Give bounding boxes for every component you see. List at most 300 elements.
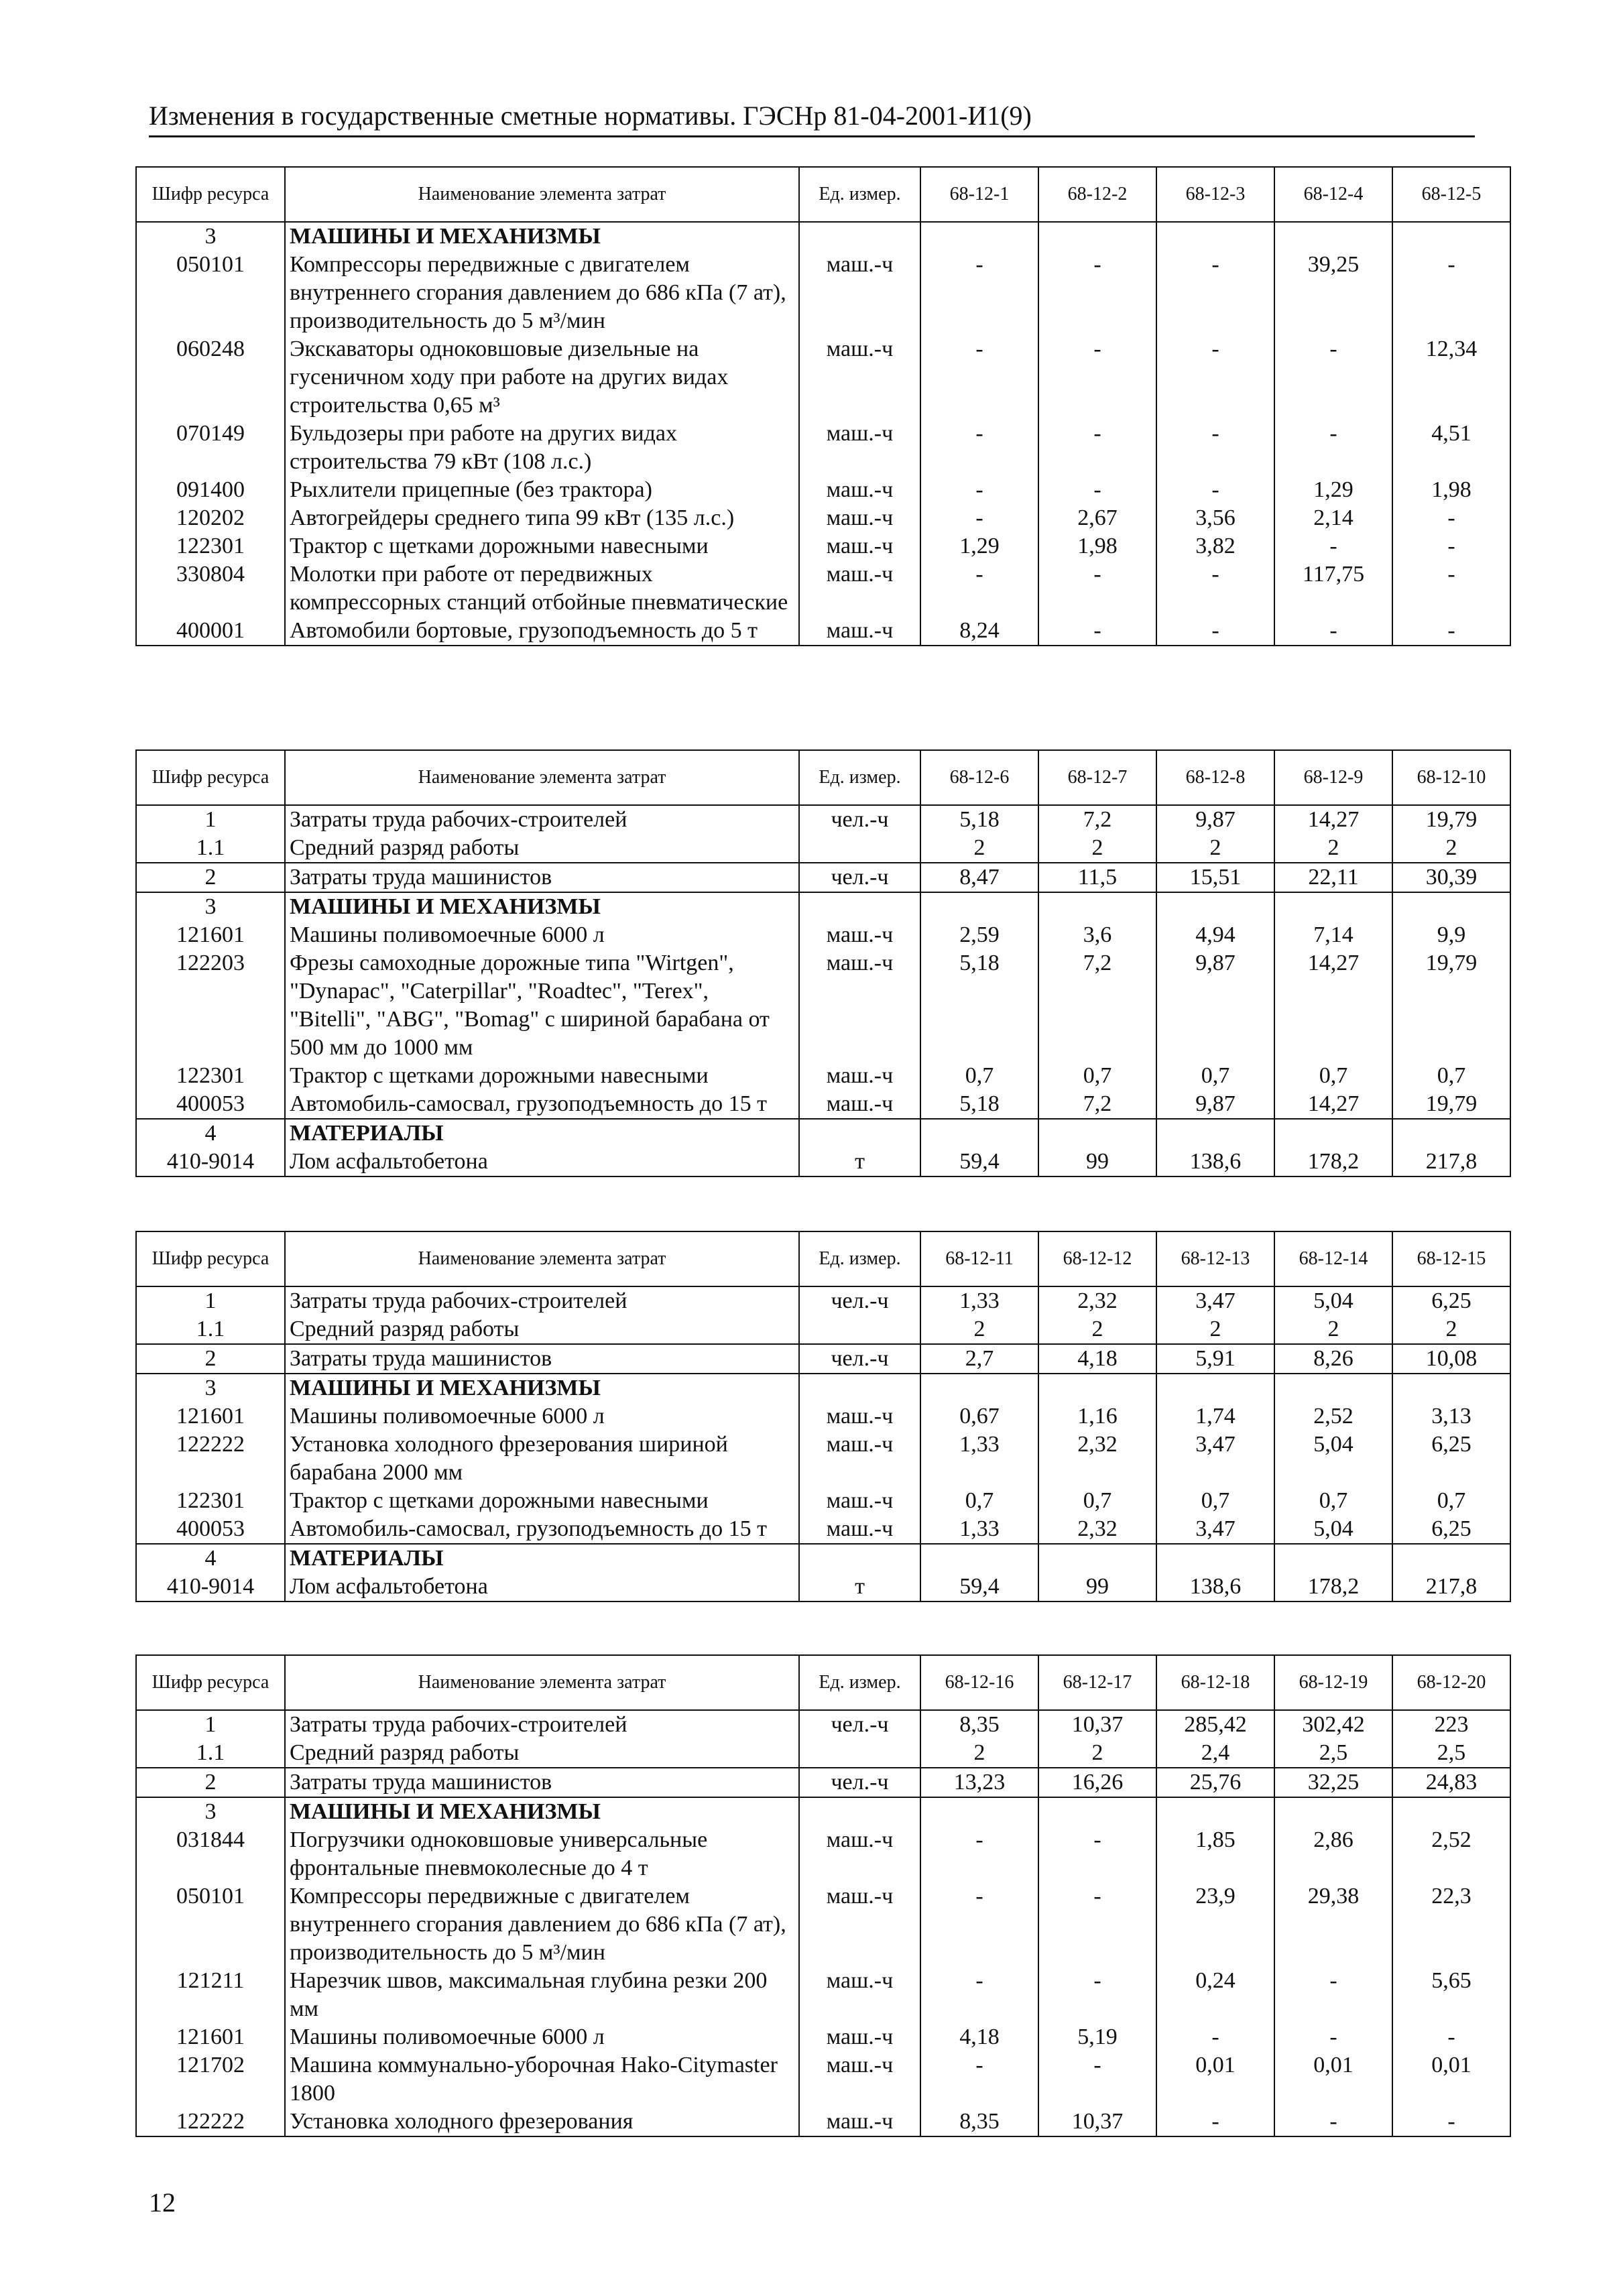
unit (799, 1797, 920, 1826)
header-name: Наименование элемента затрат (285, 167, 799, 222)
table-row (136, 617, 1510, 646)
resource-name: Машины поливомоечные 6000 л (285, 2023, 799, 2051)
value-cell: 2,5 (1274, 1739, 1392, 1768)
value-cell: 9,87 (1156, 805, 1274, 834)
table-row (136, 1344, 1510, 1374)
header-row (136, 167, 1510, 222)
value-cell: 2,67 (1038, 504, 1156, 532)
resource-code: 410-9014 (136, 1573, 285, 1602)
value-cell: 99 (1038, 1573, 1156, 1602)
value-cell: 2 (1038, 1315, 1156, 1344)
value-cell: - (1156, 335, 1274, 420)
value-cell: - (1274, 420, 1392, 476)
unit (799, 1315, 920, 1344)
value-cell: 7,2 (1038, 1090, 1156, 1119)
table-row (136, 863, 1510, 892)
section-title: МАШИНЫ И МЕХАНИЗМЫ (285, 222, 799, 251)
resource-name: Бульдозеры при работе на других видах строительства 79 кВт (108 л.с.) (285, 420, 799, 476)
value-cell: 6,25 (1392, 1286, 1510, 1315)
value-cell: 1,98 (1038, 532, 1156, 560)
value-cell (1274, 892, 1392, 921)
table-row (136, 834, 1510, 863)
unit: маш.-ч (799, 921, 920, 949)
value-cell: 9,87 (1156, 1090, 1274, 1119)
section-row (136, 892, 1510, 921)
value-cell: - (1038, 335, 1156, 420)
resource-name: Затраты труда машинистов (285, 863, 799, 892)
resource-code: 091400 (136, 476, 285, 504)
value-cell: 0,7 (1392, 1487, 1510, 1515)
value-cell: 99 (1038, 1148, 1156, 1176)
value-cell: 5,04 (1274, 1515, 1392, 1544)
value-cell (1392, 222, 1510, 251)
value-cell: 138,6 (1156, 1148, 1274, 1176)
value-cell (1156, 1544, 1274, 1573)
value-cell: 30,39 (1392, 863, 1510, 892)
value-cell: 3,13 (1392, 1402, 1510, 1431)
value-cell: 8,24 (920, 617, 1038, 646)
value-cell: 0,7 (1274, 1062, 1392, 1090)
resource-code: 2 (136, 863, 285, 892)
header-norm-code: 68-12-7 (1038, 750, 1156, 805)
unit: маш.-ч (799, 1487, 920, 1515)
resource-name: Автогрейдеры среднего типа 99 кВт (135 л.с.) (285, 504, 799, 532)
unit: маш.-ч (799, 1515, 920, 1544)
value-cell: 3,47 (1156, 1515, 1274, 1544)
value-cell: 5,65 (1392, 1967, 1510, 2023)
table-row (136, 504, 1510, 532)
value-cell (1392, 892, 1510, 921)
value-cell (1392, 1544, 1510, 1573)
resource-code: 3 (136, 1374, 285, 1402)
unit (799, 222, 920, 251)
value-cell (1156, 1797, 1274, 1826)
unit: маш.-ч (799, 1967, 920, 2023)
unit: маш.-ч (799, 335, 920, 420)
resource-name: Затраты труда рабочих-строителей (285, 1710, 799, 1739)
resource-code: 4 (136, 1119, 285, 1148)
value-cell: 0,7 (1274, 1487, 1392, 1515)
value-cell: - (1274, 617, 1392, 646)
value-cell: 8,26 (1274, 1344, 1392, 1374)
value-cell (1274, 1374, 1392, 1402)
value-cell: - (920, 1882, 1038, 1967)
table-row (136, 1826, 1510, 1882)
value-cell: 2,32 (1038, 1286, 1156, 1315)
unit (799, 1739, 920, 1768)
resource-name: Средний разряд работы (285, 1315, 799, 1344)
value-cell: - (1392, 2108, 1510, 2136)
resource-name: Компрессоры передвижные с двигателем внутреннего сгорания давлением до 686 кПа (7 ат), производительность до 5 м³/мин (285, 1882, 799, 1967)
value-cell: 1,29 (1274, 476, 1392, 504)
value-cell: 22,11 (1274, 863, 1392, 892)
value-cell: - (1392, 617, 1510, 646)
header-unit: Ед. измер. (799, 750, 920, 805)
resource-code: 410-9014 (136, 1148, 285, 1176)
value-cell (920, 1544, 1038, 1573)
resource-code: 050101 (136, 251, 285, 335)
table-row (136, 251, 1510, 335)
header-row (136, 750, 1510, 805)
table-row (136, 1573, 1510, 1602)
value-cell: 1,16 (1038, 1402, 1156, 1431)
header-name: Наименование элемента затрат (285, 1231, 799, 1286)
resource-code: 122222 (136, 1431, 285, 1487)
value-cell: 5,91 (1156, 1344, 1274, 1374)
value-cell: 3,82 (1156, 532, 1274, 560)
value-cell: 0,7 (920, 1062, 1038, 1090)
resource-code: 122301 (136, 1062, 285, 1090)
value-cell: - (1038, 1967, 1156, 2023)
table-row (136, 1431, 1510, 1487)
table-row (136, 949, 1510, 1062)
resource-name: Автомобили бортовые, грузоподъемность до 5 т (285, 617, 799, 646)
value-cell: 6,25 (1392, 1431, 1510, 1487)
section-title: МАШИНЫ И МЕХАНИЗМЫ (285, 892, 799, 921)
unit: чел.-ч (799, 1710, 920, 1739)
value-cell: 8,47 (920, 863, 1038, 892)
value-cell: 0,01 (1392, 2051, 1510, 2108)
table-row (136, 532, 1510, 560)
unit (799, 892, 920, 921)
value-cell: - (1156, 617, 1274, 646)
value-cell: - (1038, 560, 1156, 617)
resource-code: 3 (136, 222, 285, 251)
header-norm-code: 68-12-3 (1156, 167, 1274, 222)
unit: маш.-ч (799, 617, 920, 646)
table-row (136, 1882, 1510, 1967)
value-cell: - (1274, 335, 1392, 420)
value-cell: - (1038, 420, 1156, 476)
value-cell (1392, 1119, 1510, 1148)
header-code: Шифр ресурса (136, 1655, 285, 1710)
value-cell: - (920, 251, 1038, 335)
value-cell: 59,4 (920, 1573, 1038, 1602)
table-row (136, 1768, 1510, 1797)
value-cell: 0,01 (1274, 2051, 1392, 2108)
value-cell: - (920, 1967, 1038, 2023)
value-cell (1274, 222, 1392, 251)
section-title: МАШИНЫ И МЕХАНИЗМЫ (285, 1797, 799, 1826)
value-cell: 7,2 (1038, 949, 1156, 1062)
value-cell: 2,52 (1392, 1826, 1510, 1882)
unit (799, 1374, 920, 1402)
value-cell: 7,14 (1274, 921, 1392, 949)
resource-code: 120202 (136, 504, 285, 532)
value-cell (1274, 1119, 1392, 1148)
resource-name: Компрессоры передвижные с двигателем внутреннего сгорания давлением до 686 кПа (7 ат), производительность до 5 м³/мин (285, 251, 799, 335)
value-cell (1392, 1374, 1510, 1402)
value-cell: 1,74 (1156, 1402, 1274, 1431)
value-cell (920, 1797, 1038, 1826)
value-cell: 19,79 (1392, 949, 1510, 1062)
value-cell: 285,42 (1156, 1710, 1274, 1739)
value-cell: - (1392, 560, 1510, 617)
value-cell: 10,37 (1038, 1710, 1156, 1739)
value-cell: 2,7 (920, 1344, 1038, 1374)
value-cell (1038, 1374, 1156, 1402)
resource-name: Затраты труда рабочих-строителей (285, 805, 799, 834)
header-code: Шифр ресурса (136, 167, 285, 222)
value-cell: - (920, 1826, 1038, 1882)
table-row (136, 2023, 1510, 2051)
resource-code: 121702 (136, 2051, 285, 2108)
section-row (136, 1374, 1510, 1402)
resource-name: Трактор с щетками дорожными навесными (285, 1062, 799, 1090)
value-cell: 0,7 (1392, 1062, 1510, 1090)
resource-name: Трактор с щетками дорожными навесными (285, 532, 799, 560)
value-cell: 23,9 (1156, 1882, 1274, 1967)
value-cell: 12,34 (1392, 335, 1510, 420)
value-cell: - (1038, 1826, 1156, 1882)
resource-code: 121601 (136, 2023, 285, 2051)
header-unit: Ед. измер. (799, 1231, 920, 1286)
value-cell: 3,47 (1156, 1431, 1274, 1487)
unit: т (799, 1573, 920, 1602)
unit: маш.-ч (799, 476, 920, 504)
value-cell: 13,23 (920, 1768, 1038, 1797)
value-cell: 2 (1156, 1315, 1274, 1344)
value-cell: 2,32 (1038, 1431, 1156, 1487)
section-title: МАТЕРИАЛЫ (285, 1544, 799, 1573)
unit: маш.-ч (799, 251, 920, 335)
resource-name: Установка холодного фрезерования (285, 2108, 799, 2136)
value-cell: 0,7 (1038, 1487, 1156, 1515)
value-cell: 223 (1392, 1710, 1510, 1739)
value-cell: 2 (1038, 1739, 1156, 1768)
resource-code: 121601 (136, 1402, 285, 1431)
resource-code: 400053 (136, 1090, 285, 1119)
value-cell (920, 222, 1038, 251)
unit: маш.-ч (799, 504, 920, 532)
value-cell: 2 (920, 1315, 1038, 1344)
value-cell (1038, 1119, 1156, 1148)
table-row (136, 1090, 1510, 1119)
value-cell: 32,25 (1274, 1768, 1392, 1797)
value-cell (920, 1119, 1038, 1148)
value-cell: - (1038, 2051, 1156, 2108)
value-cell: 0,01 (1156, 2051, 1274, 2108)
value-cell: 8,35 (920, 2108, 1038, 2136)
table-row (136, 1487, 1510, 1515)
value-cell (1156, 222, 1274, 251)
resource-code: 031844 (136, 1826, 285, 1882)
value-cell: - (920, 420, 1038, 476)
value-cell: 15,51 (1156, 863, 1274, 892)
header-norm-code: 68-12-1 (920, 167, 1038, 222)
value-cell (920, 892, 1038, 921)
resource-code: 1.1 (136, 1315, 285, 1344)
value-cell: 2,14 (1274, 504, 1392, 532)
resource-name: Затраты труда рабочих-строителей (285, 1286, 799, 1315)
table-row (136, 1062, 1510, 1090)
resource-code: 122222 (136, 2108, 285, 2136)
unit: т (799, 1148, 920, 1176)
value-cell: 7,2 (1038, 805, 1156, 834)
table-row (136, 1515, 1510, 1544)
header-unit: Ед. измер. (799, 1655, 920, 1710)
value-cell: - (920, 476, 1038, 504)
value-cell: 39,25 (1274, 251, 1392, 335)
header-norm-code: 68-12-10 (1392, 750, 1510, 805)
value-cell: 2,5 (1392, 1739, 1510, 1768)
unit: маш.-ч (799, 2051, 920, 2108)
value-cell: 5,04 (1274, 1431, 1392, 1487)
value-cell: 2 (1392, 834, 1510, 863)
table-row (136, 1710, 1510, 1739)
header-code: Шифр ресурса (136, 1231, 285, 1286)
value-cell: - (1274, 532, 1392, 560)
value-cell: 16,26 (1038, 1768, 1156, 1797)
resource-name: Погрузчики одноковшовые универсальные фронтальные пневмоколесные до 4 т (285, 1826, 799, 1882)
table-row (136, 2051, 1510, 2108)
unit (799, 1544, 920, 1573)
resource-name: Средний разряд работы (285, 1739, 799, 1768)
unit: маш.-ч (799, 1431, 920, 1487)
value-cell (1274, 1797, 1392, 1826)
resource-name: Машины поливомоечные 6000 л (285, 1402, 799, 1431)
unit: чел.-ч (799, 863, 920, 892)
header-name: Наименование элемента затрат (285, 1655, 799, 1710)
page-header: Изменения в государственные сметные нормативы. ГЭСНр 81-04-2001-И1(9) (149, 99, 1475, 137)
table-row (136, 921, 1510, 949)
resource-code: 2 (136, 1344, 285, 1374)
section-row (136, 1119, 1510, 1148)
unit: маш.-ч (799, 1090, 920, 1119)
value-cell: 178,2 (1274, 1573, 1392, 1602)
value-cell (1392, 1797, 1510, 1826)
value-cell: 29,38 (1274, 1882, 1392, 1967)
value-cell: 14,27 (1274, 805, 1392, 834)
header-norm-code: 68-12-6 (920, 750, 1038, 805)
resource-name: Молотки при работе от передвижных компрессорных станций отбойные пневматические (285, 560, 799, 617)
value-cell (1038, 1797, 1156, 1826)
unit: маш.-ч (799, 420, 920, 476)
value-cell: 6,25 (1392, 1515, 1510, 1544)
value-cell: - (1392, 504, 1510, 532)
value-cell: - (1038, 476, 1156, 504)
value-cell: 2,32 (1038, 1515, 1156, 1544)
header-norm-code: 68-12-15 (1392, 1231, 1510, 1286)
section-row (136, 222, 1510, 251)
header-row (136, 1231, 1510, 1286)
table-row (136, 335, 1510, 420)
value-cell: 2,59 (920, 921, 1038, 949)
resource-code: 1 (136, 805, 285, 834)
value-cell: 11,5 (1038, 863, 1156, 892)
value-cell: - (1274, 2023, 1392, 2051)
value-cell: - (1392, 532, 1510, 560)
value-cell: - (1038, 1882, 1156, 1967)
header-norm-code: 68-12-13 (1156, 1231, 1274, 1286)
value-cell: 10,08 (1392, 1344, 1510, 1374)
unit: маш.-ч (799, 1402, 920, 1431)
value-cell: 117,75 (1274, 560, 1392, 617)
section-title: МАТЕРИАЛЫ (285, 1119, 799, 1148)
value-cell: 9,87 (1156, 949, 1274, 1062)
unit: маш.-ч (799, 1062, 920, 1090)
header-row (136, 1655, 1510, 1710)
table-row (136, 1402, 1510, 1431)
value-cell: 302,42 (1274, 1710, 1392, 1739)
value-cell: 5,18 (920, 1090, 1038, 1119)
header-norm-code: 68-12-20 (1392, 1655, 1510, 1710)
value-cell: - (1156, 420, 1274, 476)
value-cell: - (1392, 2023, 1510, 2051)
value-cell: 217,8 (1392, 1573, 1510, 1602)
resource-name: Лом асфальтобетона (285, 1573, 799, 1602)
resource-name: Машины поливомоечные 6000 л (285, 921, 799, 949)
unit: маш.-ч (799, 1882, 920, 1967)
value-cell (1038, 222, 1156, 251)
value-cell: 3,6 (1038, 921, 1156, 949)
resource-name: Лом асфальтобетона (285, 1148, 799, 1176)
value-cell: 14,27 (1274, 949, 1392, 1062)
value-cell: - (1156, 251, 1274, 335)
value-cell: 1,33 (920, 1515, 1038, 1544)
value-cell: - (1274, 2108, 1392, 2136)
value-cell: 19,79 (1392, 1090, 1510, 1119)
table-row (136, 560, 1510, 617)
value-cell: 22,3 (1392, 1882, 1510, 1967)
resource-name: Затраты труда машинистов (285, 1344, 799, 1374)
table-row (136, 1286, 1510, 1315)
value-cell: 4,18 (1038, 1344, 1156, 1374)
header-norm-code: 68-12-5 (1392, 167, 1510, 222)
value-cell: 9,9 (1392, 921, 1510, 949)
unit: маш.-ч (799, 1826, 920, 1882)
resource-name: Рыхлители прицепные (без трактора) (285, 476, 799, 504)
unit: чел.-ч (799, 805, 920, 834)
value-cell: 0,7 (1038, 1062, 1156, 1090)
unit: маш.-ч (799, 2023, 920, 2051)
table-row (136, 1148, 1510, 1176)
unit: маш.-ч (799, 2108, 920, 2136)
value-cell: 178,2 (1274, 1148, 1392, 1176)
unit: чел.-ч (799, 1286, 920, 1315)
resource-name: Затраты труда машинистов (285, 1768, 799, 1797)
resource-code: 1 (136, 1710, 285, 1739)
resource-code: 4 (136, 1544, 285, 1573)
value-cell: 10,37 (1038, 2108, 1156, 2136)
unit: маш.-ч (799, 532, 920, 560)
value-cell (920, 1374, 1038, 1402)
resource-code: 400001 (136, 617, 285, 646)
resource-code: 121601 (136, 921, 285, 949)
value-cell: 2 (1392, 1315, 1510, 1344)
resource-code: 1.1 (136, 1739, 285, 1768)
value-cell: 2 (1156, 834, 1274, 863)
header-norm-code: 68-12-19 (1274, 1655, 1392, 1710)
value-cell: 2,86 (1274, 1826, 1392, 1882)
value-cell: - (1156, 2108, 1274, 2136)
resource-code: 060248 (136, 335, 285, 420)
header-norm-code: 68-12-2 (1038, 167, 1156, 222)
resource-name: Трактор с щетками дорожными навесными (285, 1487, 799, 1515)
value-cell: 3,56 (1156, 504, 1274, 532)
value-cell: 24,83 (1392, 1768, 1510, 1797)
unit (799, 1119, 920, 1148)
value-cell: - (920, 504, 1038, 532)
table-row (136, 1967, 1510, 2023)
value-cell: 0,7 (1156, 1487, 1274, 1515)
value-cell: 2 (1274, 1315, 1392, 1344)
value-cell: 2 (920, 834, 1038, 863)
header-norm-code: 68-12-17 (1038, 1655, 1156, 1710)
unit: чел.-ч (799, 1344, 920, 1374)
unit (799, 834, 920, 863)
header-name: Наименование элемента затрат (285, 750, 799, 805)
